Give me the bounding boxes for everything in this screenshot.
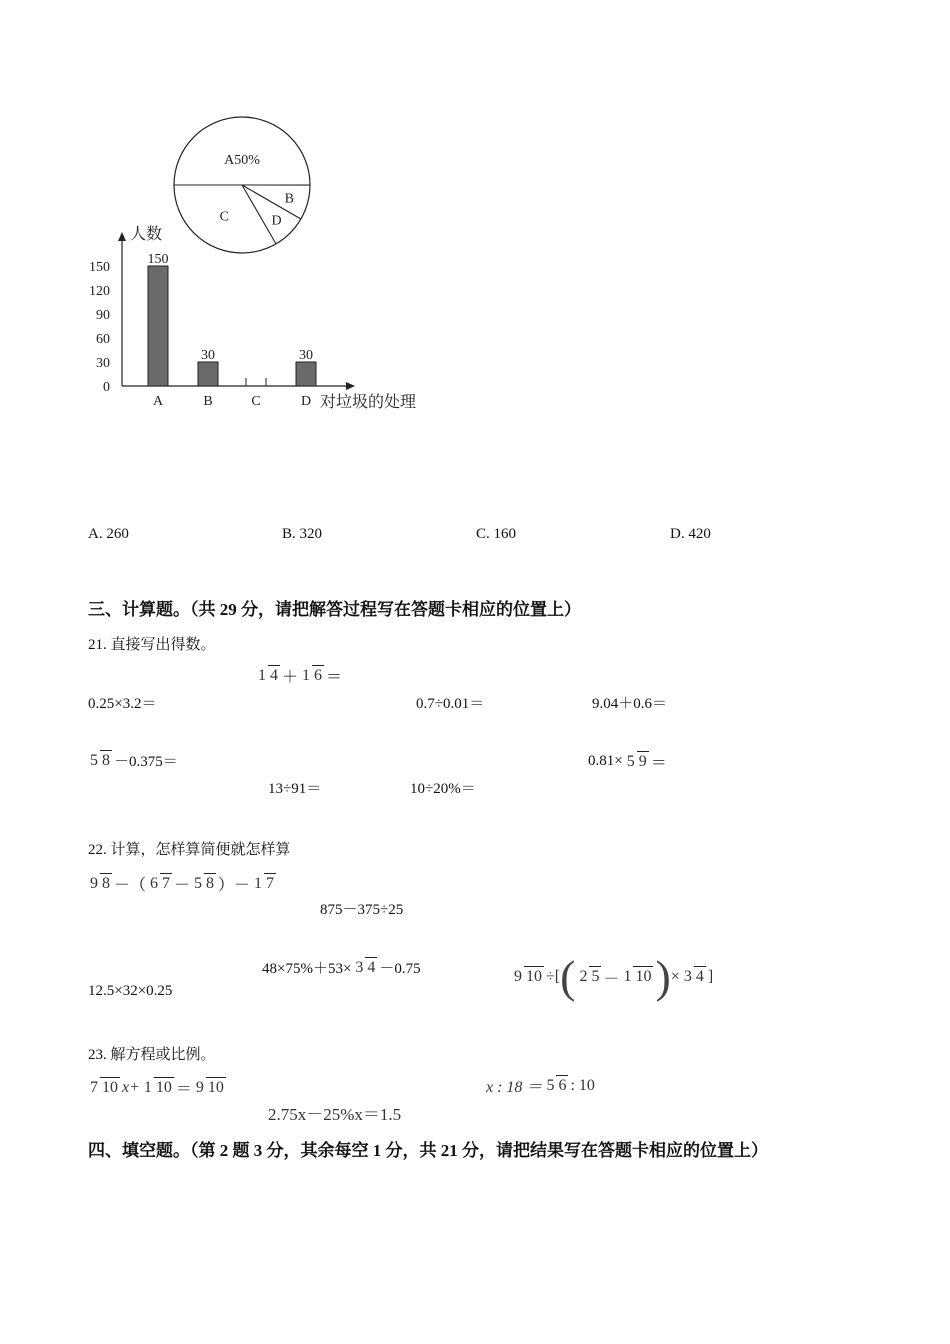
y-tick-label: 60 [96, 332, 110, 347]
q21-item-4: 9.04＋0.6＝ [592, 696, 668, 712]
q22-label: 22. 计算，怎样算简便就怎样算 [88, 842, 291, 858]
y-axis-label: 人数 [130, 226, 163, 243]
x-tick-label: B [203, 394, 213, 409]
q21-item-5: 5 8 －0.375＝ [90, 752, 178, 771]
y-tick-label: 90 [96, 308, 110, 323]
option-c[interactable]: C. 160 [476, 526, 517, 542]
pie-slice-label: B [284, 191, 294, 207]
x-tick-label: A [152, 394, 164, 409]
bar-B [198, 362, 218, 386]
q22-expr-5: 9 10 ÷[ ( 2 5 － 1 10 ) × 3 4 ] [514, 951, 714, 1002]
x-tick-label: C [251, 394, 261, 409]
q21-item-7: 10÷20%＝ [410, 781, 476, 797]
left-paren: ( [560, 951, 576, 1002]
q21-item-2: 1 4 ＋ 1 6 ＝ [258, 666, 343, 686]
pie-slice-label: C [219, 209, 229, 225]
q21-item-6: 13÷91＝ [268, 781, 322, 797]
pie-slice-label: A50% [224, 153, 260, 169]
x-axis-arrow [346, 382, 355, 390]
q23-expr-1: 7 10 x+ 1 10 ＝ 9 10 [90, 1078, 224, 1098]
bar-data-label: 30 [299, 348, 313, 363]
pie-chart [174, 117, 310, 253]
q22-expr-2: 875－375÷25 [320, 902, 404, 918]
bar-A [148, 266, 168, 386]
section3-title: 三、计算题。（共 29 分，请把解答过程写在答题卡相应的位置上） [88, 600, 581, 619]
bar-data-label: 30 [201, 348, 215, 363]
y-tick-label: 0 [103, 380, 110, 395]
option-a[interactable]: A. 260 [88, 526, 129, 542]
bar-chart [89, 225, 416, 411]
q22-expr-4: 48×75%＋53× 3 4 －0.75 [262, 959, 421, 978]
q21-item-3: 0.7÷0.01＝ [416, 696, 485, 712]
q22-expr-3: 12.5×32×0.25 [88, 983, 173, 999]
x-axis-label: 对垃圾的处理 [320, 394, 417, 411]
option-b[interactable]: B. 320 [282, 526, 323, 542]
q21-item-1: 0.25×3.2＝ [88, 696, 157, 712]
section4-title: 四、填空题。（第 2 题 3 分，其余每空 1 分，共 21 分，请把结果写在答题卡相应的位置上） [88, 1141, 768, 1160]
y-tick-label: 120 [89, 284, 110, 299]
option-d[interactable]: D. 420 [670, 526, 711, 542]
bar-data-label: 150 [147, 252, 169, 267]
q23-expr-3: x : 18 ＝ 5 6 : 10 [486, 1076, 595, 1096]
chart-figure [70, 105, 450, 425]
bar-D [296, 362, 316, 386]
y-axis-arrow [118, 232, 126, 241]
q23-label: 23. 解方程或比例。 [88, 1047, 216, 1063]
pie-slice-label: D [271, 213, 282, 229]
y-tick-label: 30 [96, 356, 110, 371]
q21-label: 21. 直接写出得数。 [88, 637, 216, 653]
x-tick-label: D [300, 394, 312, 409]
y-tick-label: 150 [89, 260, 110, 275]
q22-expr-1: 9 8 －（ 6 7 － 5 8 ）－ 1 7 [90, 874, 275, 894]
q23-expr-2: 2.75x－25%x＝1.5 [268, 1105, 402, 1124]
q21-item-8: 0.81× 5 9 ＝ [588, 752, 667, 772]
right-paren: ) [655, 951, 671, 1002]
